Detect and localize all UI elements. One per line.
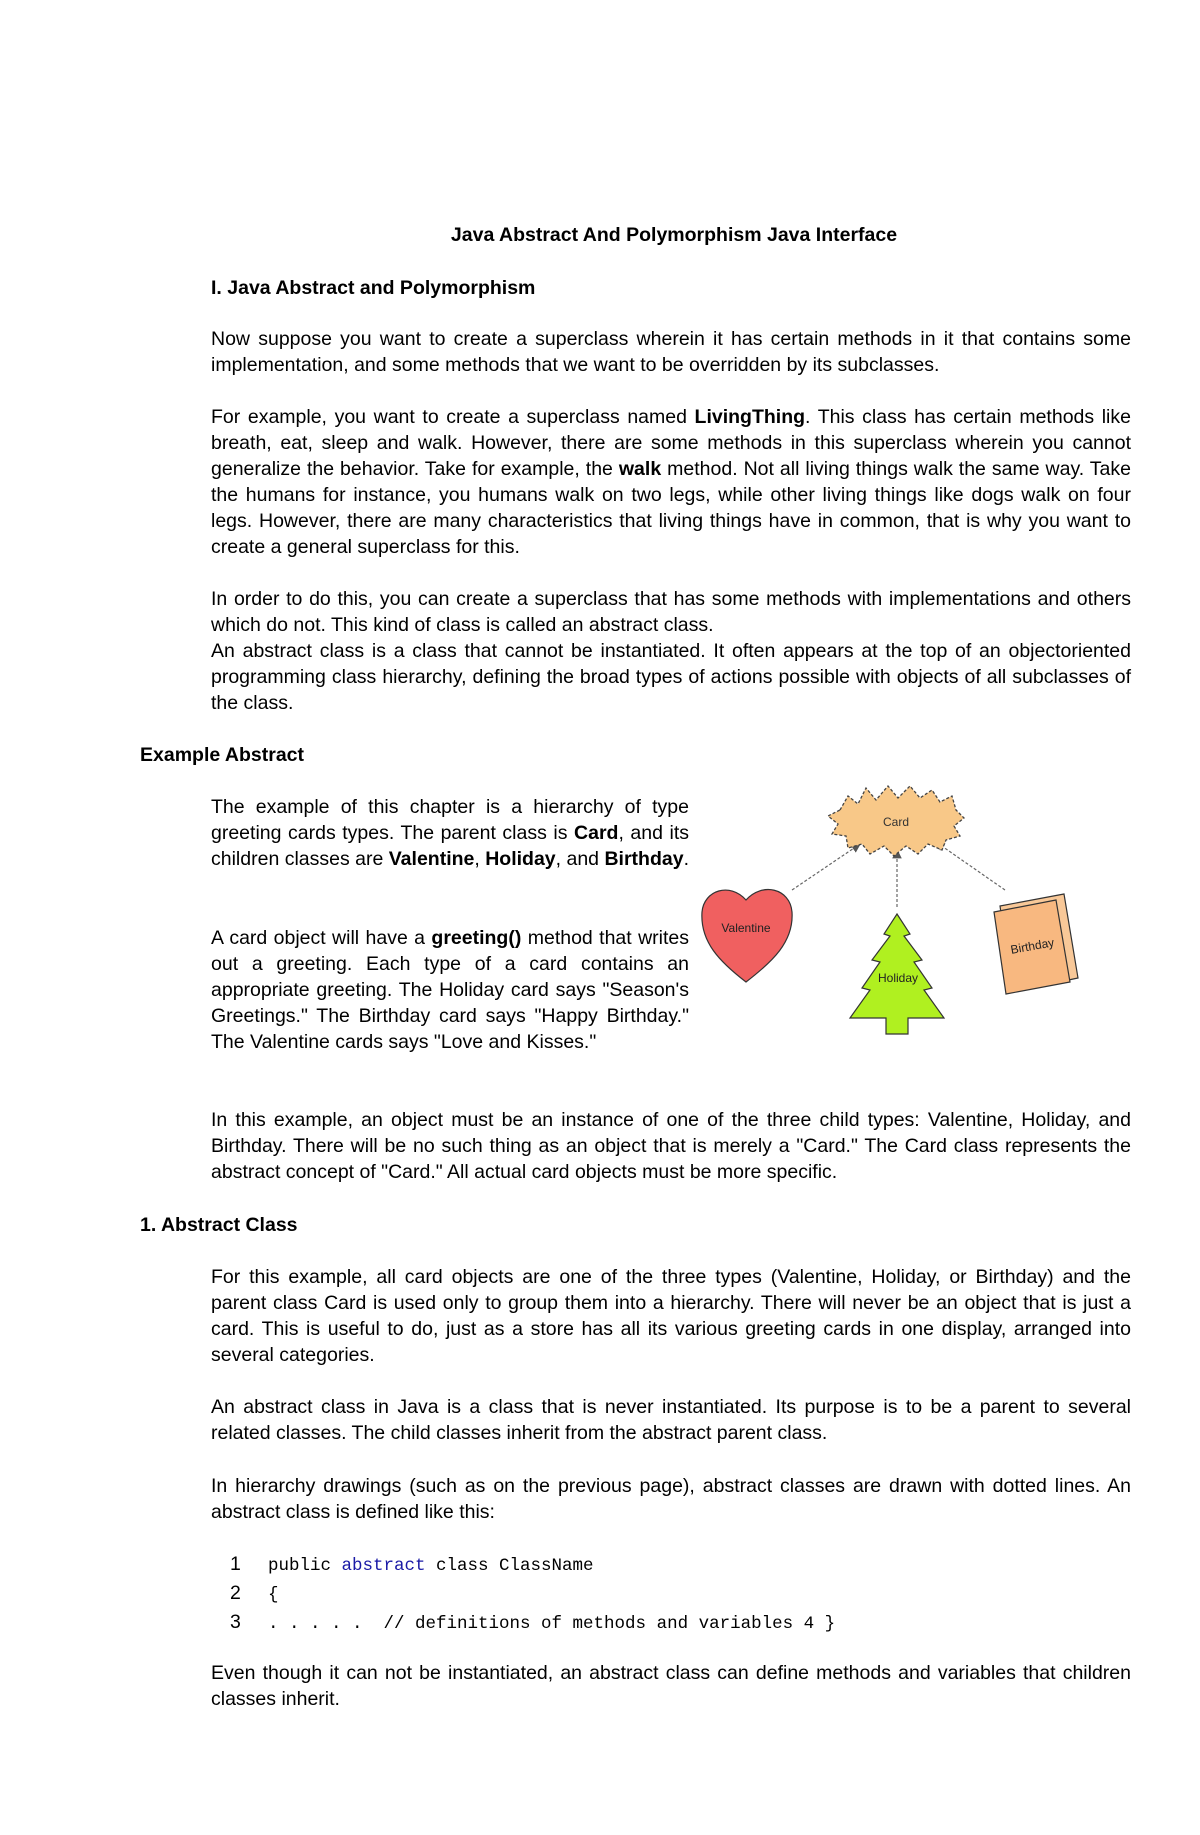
- paragraph-abstract-definition: An abstract class is a class that cannot be instantiated. It often appears at the top of an objectoriented programming class hierarchy, defining the broad types of actions possible with objects of all subclasses of the class.: [211, 640, 1131, 714]
- birthday-label: Birthday: [1009, 935, 1056, 957]
- paragraph-superclass: In order to do this, you can create a superclass that has some methods with implementations and others which do not. This kind of class is called an abstract class.: [211, 588, 1131, 636]
- paragraph-livingthing: For example, you want to create a superclass named LivingThing. This class has certain methods like breath, eat, sleep and walk. However, there are some methods in this superclass wherein you cannot generalize the behavior. Take for example, the walk method. Not all living things walk the same way. Take the humans for instance, you humans walk on two legs, while other living things like dogs walk on four legs. However, there are many characteristics that living things have in common, that is why you want to create a general superclass for this.: [211, 406, 1131, 558]
- paragraph-card-hierarchy: The example of this chapter is a hierarchy of type greeting cards types. The parent class is Card, and its children classes are Valentine, Holiday, and Birthday.: [211, 796, 689, 870]
- holiday-label: Holiday: [877, 971, 919, 985]
- arrow-birthday-to-card: [936, 842, 1005, 890]
- paragraph-child-types: In this example, an object must be an instance of one of the three child types: Valentine, Holiday, and Birthday. There will be no such thing as an object that is merely a "Card." The Card class represents the abstract concept of "Card." All actual card objects must be more specific.: [211, 1109, 1131, 1183]
- birthday-card-icon: [994, 894, 1078, 994]
- section-heading-abstract-class: 1. Abstract Class: [140, 1214, 298, 1236]
- term-livingthing: LivingThing: [694, 406, 806, 428]
- valentine-heart-icon: [702, 890, 792, 982]
- paragraph-never-instantiated: An abstract class in Java is a class that is never instantiated. Its purpose is to be a parent to several related classes. The child classes inherit from the abstract parent class.: [211, 1396, 1131, 1444]
- paragraph-abstract-methods: Even though it can not be instantiated, an abstract class can define methods and variables that children classes inherit.: [211, 1662, 1131, 1710]
- code-line: 3 . . . . . // definitions of methods and variables 4 }: [230, 1611, 836, 1634]
- page-title: Java Abstract And Polymorphism Java Interface: [450, 224, 898, 246]
- code-line: 2 {: [230, 1582, 279, 1605]
- line-number: 1: [230, 1553, 241, 1575]
- valentine-label: Valentine: [721, 921, 771, 935]
- term-walk: walk: [618, 458, 662, 480]
- code-line: 1 public abstract class ClassName: [230, 1553, 594, 1576]
- card-cloud-icon: [828, 786, 964, 856]
- arrow-valentine-to-card: [792, 844, 860, 890]
- line-number: 3: [230, 1611, 241, 1633]
- paragraph-dotted-lines: In hierarchy drawings (such as on the previous page), abstract classes are drawn with dotted lines. An abstract class is defined like this:: [211, 1475, 1131, 1523]
- paragraph-card-objects: For this example, all card objects are one of the three types (Valentine, Holiday, or Birthday) and the parent class Card is used only to group them into a hierarchy. There will never be an object that is just a card. This is useful to do, just as a store has all its various greeting cards in one display, arranged into several categories.: [211, 1266, 1131, 1366]
- holiday-tree-icon: [850, 914, 944, 1034]
- paragraph-greeting-method: A card object will have a greeting() method that writes out a greeting. Each type of a card contains an appropriate greeting. The Holiday card says "Season's Greetings." The Birthday card says "Happy Birthday." The Valentine cards says "Love and Kisses.": [211, 927, 689, 1053]
- card-hierarchy-diagram: [700, 782, 1090, 1047]
- card-label: Card: [882, 815, 910, 829]
- section-heading-abstract-polymorphism: I. Java Abstract and Polymorphism: [211, 277, 536, 299]
- line-number: 2: [230, 1582, 241, 1604]
- section-heading-example-abstract: Example Abstract: [140, 744, 305, 766]
- code-block: [230, 1551, 835, 1638]
- paragraph-intro: Now suppose you want to create a superclass wherein it has certain methods in it that contains some implementation, and some methods that we want to be overridden by its subclasses.: [211, 328, 1131, 376]
